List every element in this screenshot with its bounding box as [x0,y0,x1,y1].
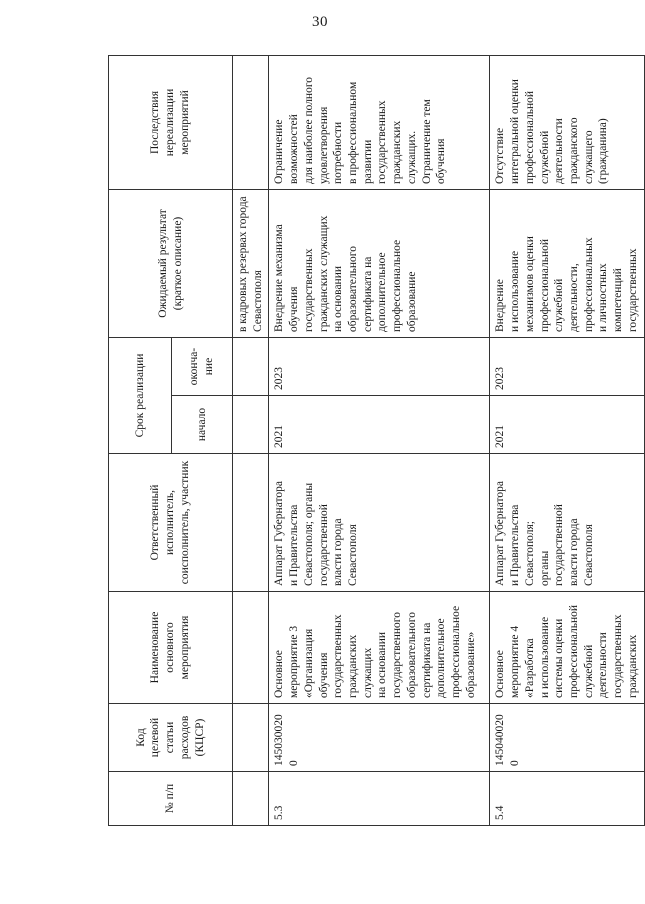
cell-line: служебной [538,130,551,184]
cell-line: и Правительства [288,504,301,586]
row-code: 1450300200 [269,704,490,772]
cell-line: Основное [494,650,507,698]
cell-line: государственных [626,248,639,332]
cell-line: Основное [273,650,286,698]
header-responsible: Ответственный исполнитель, соисполнитель, участник [109,454,233,592]
cell-line: удовлетворения [317,106,330,184]
cell-line: профессиональной [523,90,536,184]
continuation-row [233,56,269,826]
row-end: 2023 [269,338,490,396]
cell-line: профессиональных [582,237,595,332]
cell-line: Аппарат Губернатора [494,481,507,586]
cell-line: мероприятие 3 [288,625,301,698]
cell-line: служащих. [405,130,418,184]
cell-line: на основании [376,631,389,698]
cell-line: деятельности, [568,263,581,332]
cell-line: деятельности [597,632,610,698]
cell-line: образование» [464,631,477,698]
cell-line: развитии [361,139,374,184]
cell-line: государственной [317,504,330,586]
cell-line: сертификата на [361,256,374,332]
header-result: Ожидаемый результат (краткое описание) [109,190,233,338]
cell-line: дополнительное [435,618,448,698]
header-end: оконча-ние [172,338,233,396]
continuation-name [233,592,269,704]
cell-line: государственной [553,504,566,586]
program-measures-table [108,55,645,826]
cell-line: обучения [435,138,448,184]
row-result [269,190,490,338]
cell-line: и личностных [597,263,610,332]
row-responsible [490,454,644,592]
cell-line: Севастополя; [523,520,536,586]
cell-line: служащего [582,130,595,184]
cell-line: потребности [332,121,345,184]
cell-line: государственного [391,612,404,698]
cell-line: на основании [332,265,345,332]
continuation-end [233,338,269,396]
cell-line: (гражданина) [597,118,610,184]
cell-line: мероприятие 4 [509,625,522,698]
cell-line: деятельности [553,118,566,184]
cell-line: обучения [288,286,301,332]
cell-line: Отсутствие [494,127,507,184]
cell-line: власти города [568,518,581,586]
cell-line: гражданских [347,634,360,698]
row-code: 1450400200 [490,704,644,772]
cell-line: механизмов оценки [523,236,536,332]
continuation-code [233,704,269,772]
cell-line: обучения [317,652,330,698]
row-name [490,592,644,704]
cell-line: Севастополя; органы [302,482,315,586]
cell-line: образовательного [347,246,360,332]
header-code: Код целевой статьи расходов (КЦСР) [109,704,233,772]
cell-line: Внедрение механизма [273,224,286,332]
cell-line: профессиональной [538,238,551,332]
cell-line: органы [538,550,551,586]
cell-line: государственных [332,614,345,698]
cell-line: в профессиональном [347,81,360,184]
cell-line: дополнительное [376,252,389,332]
cell-line: для наиболее полного [302,76,315,184]
continuation-result: в кадровых резервах города Севастополя [233,190,269,338]
continuation-start [233,396,269,454]
row-num: 5.4 [490,772,644,826]
cell-line: служебной [582,644,595,698]
row-start: 2021 [269,396,490,454]
continuation-num [233,772,269,826]
row-result [490,190,644,338]
cell-line: образовательного [405,612,418,698]
cell-line: Внедрение [494,279,507,332]
cell-line: служебной [553,278,566,332]
row-start: 2021 [490,396,644,454]
cell-line: гражданских служащих [317,215,330,332]
row-end: 2023 [490,338,644,396]
cell-line: профессиональное [391,239,404,332]
cell-line: гражданских [391,120,404,184]
table-row [490,56,644,826]
cell-line: гражданских [626,634,639,698]
cell-line: Ограничение тем [420,99,433,184]
cell-line: и Правительства [509,504,522,586]
cell-line: «Разработка [523,638,536,698]
cell-line: сертификата на [420,622,433,698]
cell-line: образование [405,271,418,332]
cell-line: профессиональное [450,605,463,698]
cell-line: государственных [302,248,315,332]
cell-line: государственных [376,100,389,184]
header-name: Наименование основного мероприятия [109,592,233,704]
cell-line: «Организация [302,628,315,698]
cell-line: системы оценки [553,618,566,698]
cell-line: власти города [332,518,345,586]
row-num: 5.3 [269,772,490,826]
row-consequences [269,56,490,190]
cell-line: Севастополя [582,524,595,586]
header-consequences: Последствия нереализации мероприятий [109,56,233,190]
cell-line: государственных [612,614,625,698]
header-term: Срок реализации [109,338,172,454]
header-num: № п/п [109,772,233,826]
cell-line: возможностей [288,114,301,184]
row-consequences [490,56,644,190]
page-number: 30 [312,14,328,30]
row-name [269,592,490,704]
cell-line: служащих [361,647,374,698]
row-responsible [269,454,490,592]
table-row [269,56,490,826]
cell-line: и использование [509,250,522,332]
cell-line: и использование [538,616,551,698]
cell-line: компетенций [612,268,625,332]
cell-line: Севастополя [347,524,360,586]
cell-line: интегральной оценки [509,79,522,184]
continuation-consequences [233,56,269,190]
header-start: начало [172,396,233,454]
table-container [108,56,639,826]
cell-line: Аппарат Губернатора [273,481,286,586]
continuation-responsible [233,454,269,592]
cell-line: гражданского [568,117,581,184]
cell-line: профессиональной [568,604,581,698]
cell-line: Ограничение [273,119,286,184]
